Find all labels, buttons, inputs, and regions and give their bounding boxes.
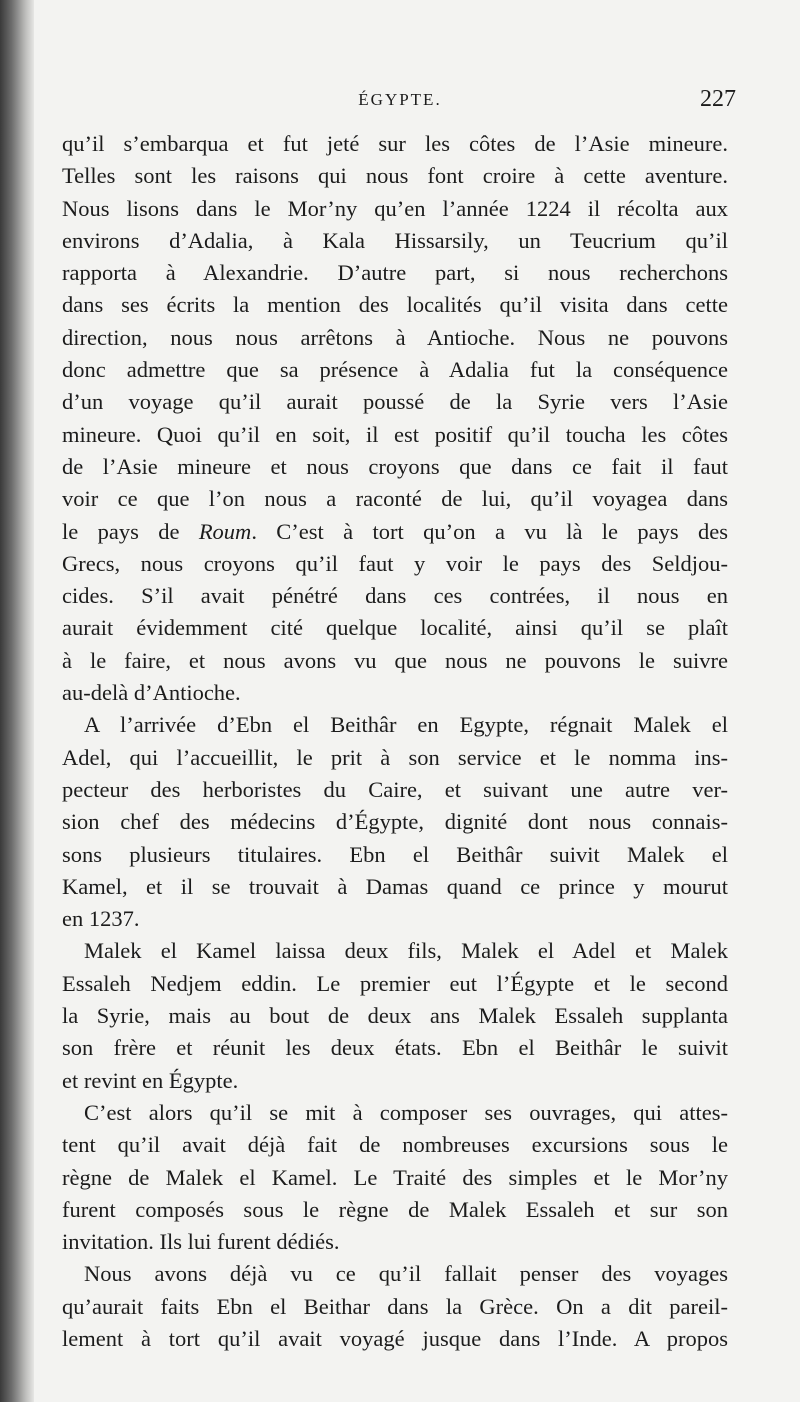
text-line: Essaleh Nedjem eddin. Le premier eut l’Égypte et le second	[62, 970, 728, 996]
text-line-paragraph-end: et revint en Égypte.	[62, 1067, 239, 1093]
text-line: Grecs, nous croyons qu’il faut y voir le pays des Seldjou-	[62, 550, 728, 576]
text-line: cides. S’il avait pénétré dans ces contrées, il nous en	[62, 583, 728, 609]
text-line: à le faire, et nous avons vu que nous ne pouvons le suivre	[62, 647, 728, 673]
book-binding-shadow	[0, 0, 34, 1402]
roum-italic: Roum	[198, 518, 252, 544]
text-line: sons plusieurs titulaires. Ebn el Beithâr suivit Malek el	[62, 841, 728, 867]
text-line: qu’aurait faits Ebn el Beithar dans la Grèce. On a dit pareil-	[62, 1293, 728, 1319]
text-line: donc admettre que sa présence à Adalia fut la conséquence	[62, 357, 728, 383]
text-line: dans ses écrits la mention des localités qu’il visita dans cette	[62, 292, 728, 318]
text-line: Adel, qui l’accueillit, le prit à son service et le nomma ins-	[62, 744, 728, 770]
text-line-paragraph-start: Malek el Kamel laissa deux fils, Malek el Adel et Malek	[84, 938, 728, 964]
running-title: ÉGYPTE.	[358, 90, 442, 109]
text-line: direction, nous nous arrêtons à Antioche. Nous ne pouvons	[62, 324, 728, 350]
text-line: de l’Asie mineure et nous croyons que dans ce fait il faut	[62, 453, 728, 479]
text-line: sion chef des médecins d’Égypte, dignité dont nous connais-	[62, 809, 728, 835]
text-line: rapporta à Alexandrie. D’autre part, si nous recherchons	[62, 260, 728, 286]
text-line: son frère et réunit les deux états. Ebn el Beithâr le suivit	[62, 1035, 728, 1061]
page-number: 227	[700, 86, 736, 112]
text-line: lement à tort qu’il avait voyagé jusque dans l’Inde. A propos	[62, 1325, 728, 1351]
text-line: furent composés sous le règne de Malek Essaleh et sur son	[62, 1196, 728, 1222]
text-line: Nous lisons dans le Mor’ny qu’en l’année 1224 il récolta aux	[62, 195, 728, 221]
text-line-paragraph-end: en 1237.	[62, 906, 140, 932]
text-line: Telles sont les raisons qui nous font croire à cette aventure.	[62, 163, 728, 189]
text-line: Kamel, et il se trouvait à Damas quand ce prince y mourut	[62, 873, 728, 899]
text-line: mineure. Quoi qu’il en soit, il est positif qu’il toucha les côtes	[62, 421, 728, 447]
text-line: pecteur des herboristes du Caire, et suivant une autre ver-	[62, 776, 728, 802]
roum-line-after: . C’est à tort qu’on a vu là le pays des	[251, 518, 728, 544]
text-line-paragraph-start: C’est alors qu’il se mit à composer ses ouvrages, qui attes-	[84, 1099, 728, 1125]
text-line: qu’il s’embarqua et fut jeté sur les côtes de l’Asie mineure.	[62, 131, 728, 156]
text-line: tent qu’il avait déjà fait de nombreuses excursions sous le	[62, 1132, 728, 1158]
text-line: règne de Malek el Kamel. Le Traité des simples et le Mor’ny	[62, 1164, 728, 1190]
text-line-roum	[62, 516, 728, 548]
text-line: la Syrie, mais au bout de deux ans Malek Essaleh supplanta	[62, 1003, 728, 1029]
text-line-paragraph-end: invitation. Ils lui furent dédiés.	[62, 1229, 340, 1255]
text-line-paragraph-end: au-delà d’Antioche.	[62, 680, 241, 706]
text-line: voir ce que l’on nous a raconté de lui, qu’il voyagea dans	[62, 486, 728, 512]
body-text	[62, 128, 728, 1355]
text-line: d’un voyage qu’il aurait poussé de la Syrie vers l’Asie	[62, 389, 728, 415]
text-line: aurait évidemment cité quelque localité, ainsi qu’il se plaît	[62, 615, 728, 641]
roum-line-before: le pays de	[62, 518, 199, 544]
text-line-paragraph-start: A l’arrivée d’Ebn el Beithâr en Egypte, régnait Malek el	[84, 712, 728, 738]
page-header	[62, 86, 738, 116]
text-line-paragraph-start: Nous avons déjà vu ce qu’il fallait penser des voyages	[84, 1261, 728, 1287]
text-line: environs d’Adalia, à Kala Hissarsily, un Teucrium qu’il	[62, 227, 728, 253]
